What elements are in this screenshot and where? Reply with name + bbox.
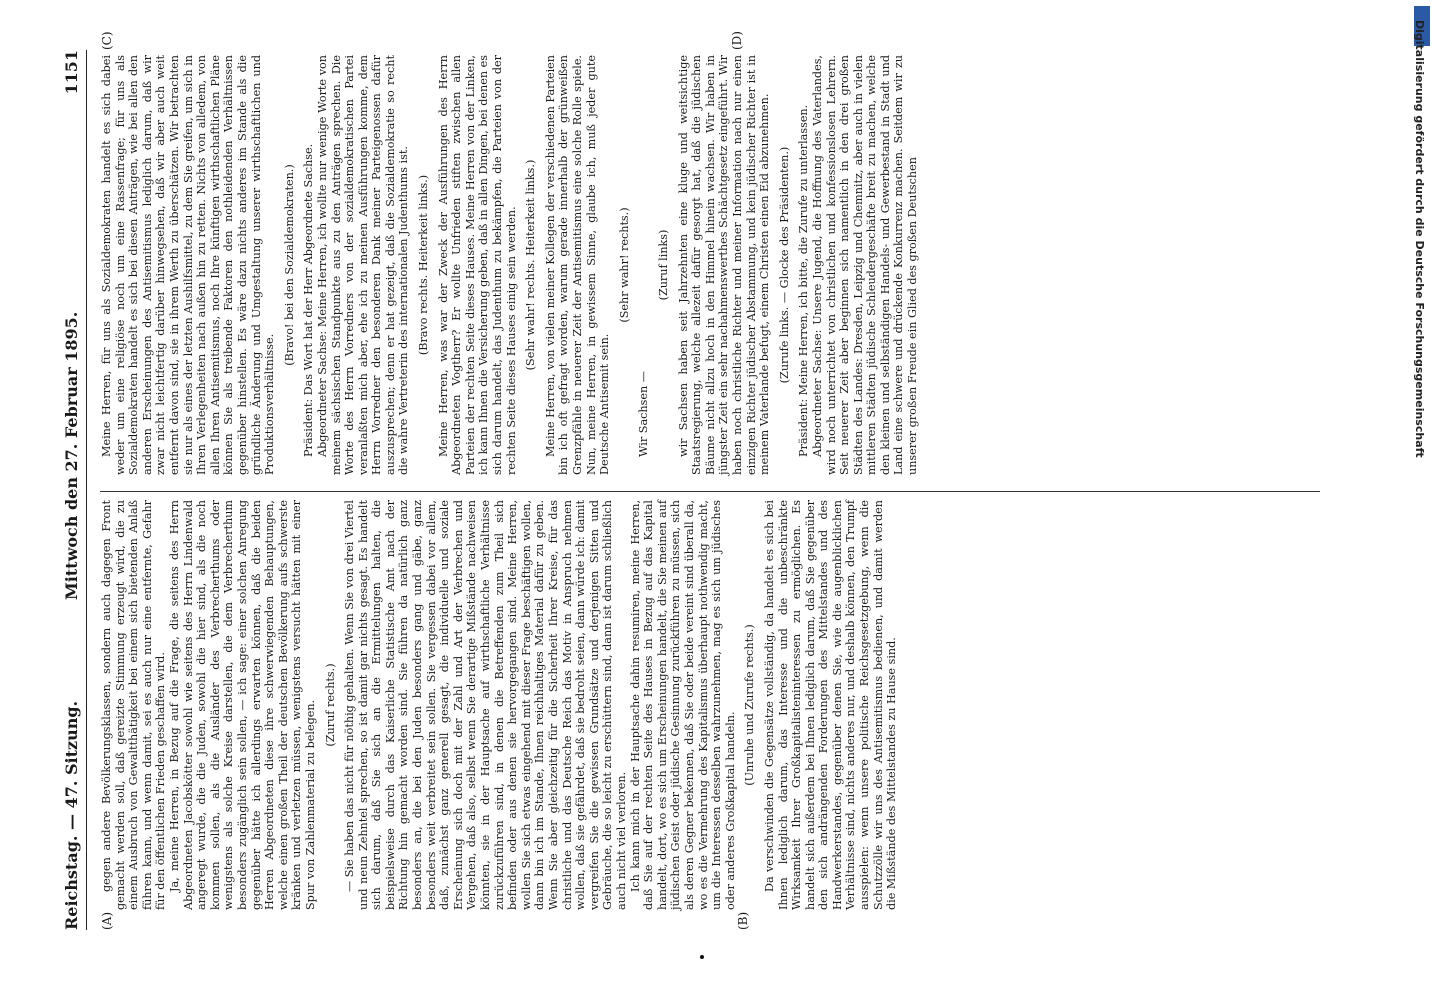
interjection: (Sehr wahr! rechts. Heiterkeit links.) [524,159,538,371]
right-column [100,55,920,475]
paragraph: Meine Herren, für uns als Sozialdemokraten handelt es sich dabei weder um eine religiöse noch um eine Rassenfrage; für uns als Sozialdemokraten handelt es sich bei diesen Anträgen, wie bei allen den anderen Erscheinungen des Antisemitismus lediglich darum, daß wir zwar nicht leichtfertig darüber hinwegsehen, daß wir aber auch weit entfernt davon sind, sie in ihrem Werth zu überschätzen. Wir betrachten sie nur als eines der letzten Aushilfsmittel, zu dem Sie greifen, um sich in Ihren Verlegenheiten nach außen hin zu retten. Nichts von alledem, von allen Ihren Antisemitismus, noch Ihre künftigen wirthschaftlichen Pläne können Sie als treibende Faktoren den nothleidenden Verhältnissen gegenüber hinstellen. Es wäre dazu nichts anderes im Stande als die gründliche Änderung und Umgestaltung unserer wirthschaftlichen und Produktionsverhältnisse. [100,55,277,475]
paragraph: — Sie haben das nicht für nöthig gehalten. Wenn Sie von drei Viertel und neun Zehntel sprechen, so ist damit gar nichts gesagt. Es handelt sich darum, daß Sie sich an die Ermittelungen halten, die beispielsweise durch das Kaiserliche Statistische Amt nach der Richtung hin gemacht worden sind. Sie führen da natürlich ganz besonders an, die bei den Juden besonders gang und gäbe, ganz besonders weit verbreitet sein sollen. Sie vergessen dabei vor allem, daß, zunächst ganz generell gesagt, die individuelle und soziale Erscheinung sich doch mit der Zahl und Art der Verbrechen und Vergehen, daß also, selbst wenn Sie derartige Mißstände nachweisen könnten, sie in der Hauptsache auf wirthschaftliche Verhältnisse zurückzuführen sind, in denen die Betreffenden zum Theil sich befinden oder aus denen sie hervorgegangen sind. Meine Herren, wollen Sie sich etwas eingehend mit dieser Frage beschäftigen wollen, dann bin ich im Stande, Ihnen reichhaltiges Material dafür zu geben. Wenn Sie aber gleichzeitig für die Sicherheit Ihrer Kreise, für das christliche und das Deutsche Reich das Motiv in Anspruch nehmen wollen, daß sie gefährdet, daß sie bedroht seien, dann würde ich: damit vergreifen Sie die gewissen Grundsätze und derjenigen Sitten und Gebräuche, die so leicht zu erschüttern sind, dann ist darum schließlich auch nicht viel verloren. [343,500,628,910]
interjection: (Bravo! bei den Sozialdemokraten.) [282,164,296,366]
paragraph: Wir Sachsen — [637,371,651,457]
header-left: Reichstag. — 47. Sitzung. [62,700,81,930]
paragraph: Ich kann mich in der Hauptsache dahin resumiren, meine Herren, daß Sie auf der rechten Seite des Hauses in Bezug auf das Kapital handelt, dort, wo es sich um Erscheinungen handelt, die Sie meinen auf jüdischen Geist oder jüdische Gesinnung zurückführen zu müssen, sich als deren Gegner bekennen, daß Sie oder beide vereint sind überall da, wo es die Vermehrung des Kapitalismus überhaupt nothwendig macht, um die Interessen desselben wahrzunehmen, mag es sich um jüdisches oder anderes Großkapital handeln. [628,500,737,910]
interjection: (Sehr wahr! rechts.) [617,207,631,323]
left-column [100,500,899,910]
interjection: (Bravo rechts. Heiterkeit links.) [417,174,431,356]
interjection: (Unruhe und Zurufe rechts.) [743,624,757,786]
paragraph: Ja, meine Herren, in Bezug auf die Frage, die seitens des Herrn Abgeordneten Jacobskötter sowohl wie seitens des Herrn Lindenwald angeregt wurde, die die Juden, sowohl die hier sind, als die noch kommen sollen, als die Ausländer des Verbrecherthums oder wenigstens als solche Kreise darstellen, die dem Verbrecherthum besonders zugänglich sein sollen, — ich sage: einer solchen Anregung gegenüber hätte ich allerdings erwarten können, daß die beiden Herren Abgeordneten diese ihre schwerwiegenden Behauptungen, welche einen großen Theil der deutschen Bevölkerung aufs schwerste kränken und verletzen müssen, wenigstens versucht hätten mit einer Spur von Zahlenmaterial zu belegen. [167,500,317,910]
column-divider [100,491,1320,492]
header-center: Mittwoch den 27. Februar 1895. [62,311,81,600]
paragraph: Abgeordneter Sachse: Meine Herren, ich wollte nur wenige Worte von meinem sächsischen Standpunkte aus zu den Anträgen sprechen. Die Worte des Herrn Vorredners von der sozialdemokratischen Partei veranlaßten mich aber, ehe ich zu meinen Ausführungen komme, dem Herrn Vorredner den besonderen Dank meiner Parteigenossen dafür auszusprechen; denn er hat gezeigt, daß die Sozialdemokratie so recht die wahre Vertreterin des internationalen Judenthums ist. [315,55,411,475]
paragraph: gegen andere Bevölkerungsklassen, sondern auch dagegen Front gemacht werden soll, daß gereizte Stimmung erzeugt wird, die zu einem Ausbruch von Gewaltthätigkeit bei einem sich bietenden Anlaß führen kann, und wenn damit, sei es auch nur eine entfernte, Gefahr für den öffentlichen Frieden geschaffen wird. [100,500,168,910]
page-number: 1151 [62,50,81,95]
marker-b: (B) [736,911,750,930]
marker-c: (C) [100,31,114,50]
marker-a: (A) [100,911,114,930]
scan-dot [700,955,704,959]
paragraph: Da verschwinden die Gegensätze vollständig, da handelt es sich bei Ihnen lediglich darum, das Interesse und die unbeschränkte Wirksamkeit Ihrer Großkapitalisteninteressen zu ermöglichen. Es handelt sich außerdem bei Ihnen lediglich darum, daß Sie gegenüber den sich andrängenden Forderungen des Mittelstandes und des Handwerkerstandes, gegenüber denen Sie, wie die augenblicklichen Verhältnisse sind, nichts anderes nur, und deshalb können, den Trumpf ausspielen: wenn unsere politische Reichsgesetzgebung, wenn die Schutzzölle wir uns des Antisemitismus bedienen, und damit werden die Mißstände des Mittelstandes zu Hause sind. [762,500,899,910]
digitization-note [1412,20,1428,980]
interjection: (Zuruf rechts.) [323,663,337,747]
interjection: (Zurufe links. — Glocke des Präsidenten.) [777,146,791,384]
speaker-line: Präsident: Das Wort hat der Herr Abgeordnete Sachse. [302,143,316,457]
page-header [62,50,87,930]
paragraph: Meine Herren, von vielen meiner Kollegen der verschiedenen Parteien bin ich oft gefragt worden, warum gerade innerhalb der grünweißen Grenzpfähle in neuerer Zeit der Antisemitismus eine solche Rolle spiele. Nun, meine Herren, in gewissem Sinne, glaube ich, muß jeder gute Deutsche Antisemit sein. [543,55,612,475]
digitization-note-text: Digitalisierung gefördert durch die Deutsche Forschungsgemeinschaft [1413,20,1426,458]
paragraph: Abgeordneter Sachse: Unsere Jugend, die Hoffnung des Vaterlandes, wird noch unterrichtet von christlichen und konfessionslosen Lehrern. Seit neuerer Zeit aber beginnen sich namentlich in den drei großen Städten des Landes: Dresden, Leipzig und Chemnitz, aber auch in vielen mittleren Städten jüdische Schleudergeschäfte breit zu machen, welche den kleinen und selbständigen Handels- und Gewerbestand in Stadt und Land eine schwere und drückende Konkurrenz machen. Seitdem wir zu unserer großen Freude ein Glied des großen Deutschen [810,55,920,475]
interjection: (Zuruf links) [656,229,670,301]
marker-d: (D) [730,31,744,50]
paragraph: Meine Herren, was war der Zweck der Ausführungen des Herrn Abgeordneten Vogtherr? Er wollte Unfrieden stiften zwischen allen Parteien der rechten Seite dieses Hauses. Meine Herren von der Linken, ich kann Ihnen die Versicherung geben, daß in allen Dingen, bei denen es sich darum handelt, das Judenthum zu bekämpfen, die Parteien von der rechten Seite dieses Hauses einig sein werden. [436,55,518,475]
speaker-line: Präsident: Meine Herren, ich bitte, die Zurufe zu unterlassen. [797,104,811,457]
paragraph: wir Sachsen haben seit Jahrzehnten eine kluge und weitsichtige Staatsregierung, welche allezeit dafür gesorgt hat, daß die jüdischen Bäume nicht allzu hoch in den Himmel hinein wachsen. Wir haben in jüngster Zeit ein sehr nachahmenswerthes Schächtgesetz eingeführt. Wir haben noch christliche Richter und meiner Information nach nur einen einzigen Richter jüdischer Abstammung, und kein jüdischer Richter ist in meinem Vaterlande befugt, einem Christen einen Eid abzunehmen. [676,55,772,475]
